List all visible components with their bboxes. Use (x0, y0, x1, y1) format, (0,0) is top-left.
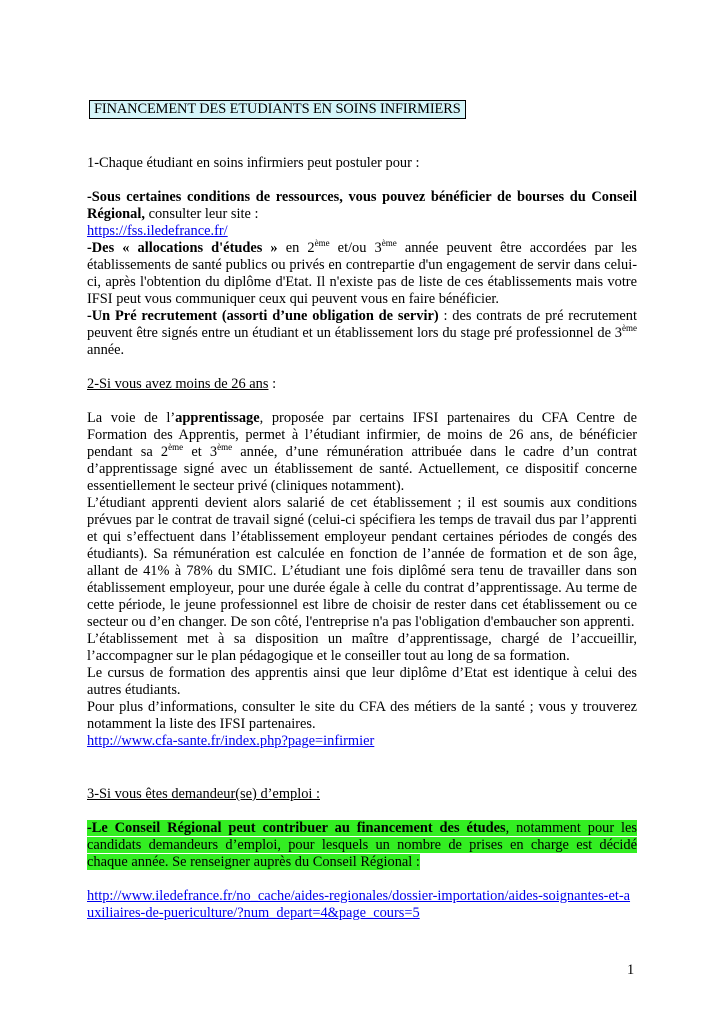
prerecrutement-end: année. (87, 342, 125, 358)
bourses-bold: -Sous certaines conditions de ressources, vous pouvez bénéficier de bourses du Conseil Régional, (87, 189, 637, 222)
section3-heading (87, 786, 637, 803)
link-cfa-row (87, 733, 637, 750)
sup-eme: ème (314, 238, 330, 249)
prerecrutement-bold: -Un Pré recrutement (assorti d’une obligation de servir) (87, 308, 439, 324)
prerecrutement-rest: : des contrats de pré recrutement peuvent être signés entre un étudiant et un établissement lors du stage pré professionnel de 3 (87, 308, 637, 341)
conseil-highlight (87, 820, 637, 870)
apprentissage-paragraph (87, 410, 637, 495)
maitre-paragraph: L’établissement met à sa disposition un maître d’apprentissage, chargé de l’accueillir, l’accompagner sur le plan pédagogique et le conseiller tout au long de sa formation. (87, 631, 637, 664)
link-fss[interactable]: https://fss.iledefrance.fr/ (87, 223, 228, 239)
section2-colon: : (268, 376, 277, 392)
allocations-en: en 2 (277, 240, 315, 256)
apprentissage-b: , proposée par certains IFSI partenaires du CFA Centre de Formation des Apprentis, permet à l’étudiant infirmier, de moins de 26 ans, de bénéficier pendant sa 2 (87, 410, 637, 460)
link-fss-row (87, 223, 637, 240)
document-title: FINANCEMENT DES ETUDIANTS EN SOINS INFIRMIERS (89, 100, 466, 119)
conseil-paragraph (87, 820, 637, 871)
section2-heading (87, 376, 637, 393)
bourses-rest: consulter leur site : (144, 206, 259, 222)
cursus-paragraph: Le cursus de formation des apprentis ainsi que leur diplôme d’Etat est identique à celui des autres étudiants. (87, 665, 637, 698)
section1-heading: 1-Chaque étudiant en soins infirmiers peut postuler pour : (87, 155, 420, 171)
document-body (87, 100, 637, 922)
salarie-paragraph: L’étudiant apprenti devient alors salarié de cet établissement ; il est soumis aux conditions prévues par le contrat de travail signé (celui-ci spécifiera les temps de travail dus par l’apprenti et qui s’effectuent dans l’établissement employeur pendant certaines périodes de congés des étudiants). Sa rémunération est calculée en fonction de l’année de formation et de son âge, allant de 41% à 78% du SMIC. L’étudiant une fois diplômé sera tenu de travailler dans son établissement employeur, pour une durée égale à celle du contrat d’apprentissage. Au terme de cette période, le jeune professionnel est libre de choisir de rester dans cet établissement ou ce secteur ou d’en changer. De son côté, l'entreprise n'a pas l'obligation d'embaucher son apprenti. (87, 495, 637, 630)
title-wrap (89, 100, 637, 119)
apprentissage-bold: apprentissage (175, 410, 260, 426)
apprentissage-d: année, d’une rémunération attribuée dans le cadre d’un contrat d’apprentissage signé avec un établissement de santé. Actuellement, ce dispositif concerne essentiellement le secteur privé (cliniques notamment). (87, 444, 638, 494)
conseil-bold: -Le Conseil Régional peut contribuer au financement des études (87, 820, 506, 836)
allocations-paragraph (87, 240, 637, 308)
infos-paragraph: Pour plus d’informations, consulter le site du CFA des métiers de la santé ; vous y trouverez notamment la liste des IFSI partenaires. (87, 699, 637, 732)
link-iledefrance[interactable]: http://www.iledefrance.fr/no_cache/aides-regionales/dossier-importation/aides-soignantes-et-auxiliaires-de-puericulture/?num_depart=4&page_cours=5 (87, 888, 631, 921)
sup-eme: ème (168, 442, 184, 453)
allocations-bold: -Des « allocations d'études » (87, 240, 278, 256)
prerecrutement-paragraph (87, 308, 637, 359)
sup-eme: ème (217, 442, 233, 453)
section2-heading-text: 2-Si vous avez moins de 26 ans (87, 376, 269, 392)
section3-heading-text: 3-Si vous êtes demandeur(se) d’emploi : (87, 786, 320, 802)
bourses-paragraph (87, 189, 637, 223)
link-cfa[interactable]: http://www.cfa-sante.fr/index.php?page=infirmier (87, 733, 375, 749)
sup-eme: ème (381, 238, 397, 249)
allocations-etou: et/ou 3 (329, 240, 382, 256)
page-number: 1 (627, 962, 635, 978)
allocations-rest: année peuvent être accordées par les établissements de santé publics ou privés en contrepartie d'un engagement de servir dans celui-ci, après l'obtention du diplôme d'Etat. Il n'existe pas de liste de ces établissements mais votre IFSI peut vous communiquer ceux qui peuvent vous en faire bénéficier. (87, 240, 637, 307)
conseil-rest: , notamment pour les candidats demandeurs d’emploi, pour lesquels un nombre de prises en charge est décidé chaque année. Se renseigner auprès du Conseil Régional : (87, 820, 638, 870)
sup-eme: ème (622, 323, 637, 334)
link-iledefrance-row (87, 888, 637, 922)
apprentissage-c: et 3 (183, 444, 218, 460)
apprentissage-a: La voie de l’ (87, 410, 176, 426)
